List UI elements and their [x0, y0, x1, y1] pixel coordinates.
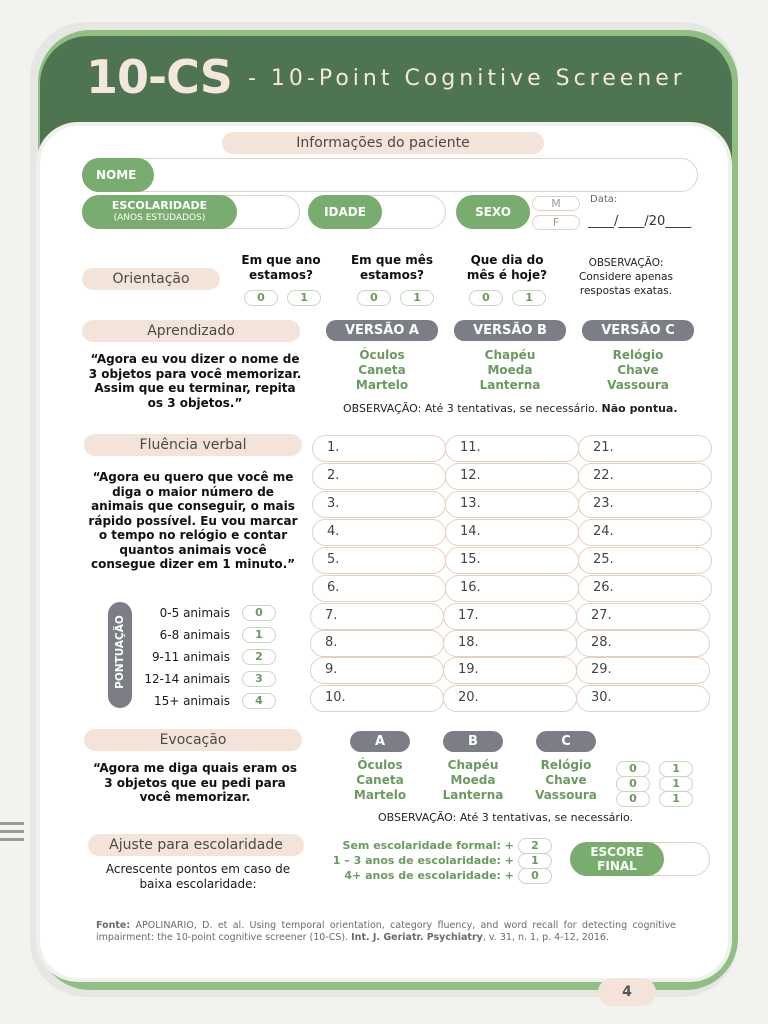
learning-note-bold: Não pontua.	[601, 402, 678, 415]
range-label: 9-11 animais	[152, 650, 230, 664]
animal-field[interactable]: 17.	[443, 603, 577, 630]
score-0-box[interactable]: 0	[616, 776, 650, 792]
range-label: 6-8 animais	[159, 628, 230, 642]
source-prefix: Fonte:	[96, 920, 131, 931]
word: Relógio	[612, 348, 664, 362]
animal-field[interactable]: 6.	[312, 575, 446, 602]
orientation-note: OBSERVAÇÃO: Considere apenas respostas exatas.	[579, 257, 673, 297]
animal-field[interactable]: 11.	[445, 435, 579, 462]
score-1-box[interactable]: 1	[512, 290, 546, 306]
animal-field[interactable]: 24.	[578, 519, 712, 546]
animal-field[interactable]: 9.	[310, 657, 444, 684]
recall-scores	[616, 757, 693, 805]
page-number: 4	[598, 978, 656, 1006]
adjustment-row	[312, 853, 552, 868]
word: Caneta	[356, 773, 404, 787]
word: Moeda	[487, 363, 533, 377]
points-box[interactable]: 4	[242, 693, 276, 709]
section-patient-info: Informações do paciente	[222, 132, 544, 154]
fluency-score-label: PONTUAÇÃO	[114, 615, 126, 689]
word: Caneta	[358, 363, 406, 377]
animal-field[interactable]: 3.	[312, 491, 446, 518]
adjustment-text: Acrescente pontos em caso de baixa escolaridade:	[105, 862, 291, 891]
word: Óculos	[357, 758, 403, 772]
points-box[interactable]: 1	[242, 627, 276, 643]
title: 10-CS	[86, 50, 232, 104]
fluency-score-row	[138, 602, 278, 624]
points-box[interactable]: 2	[518, 838, 552, 854]
points-box[interactable]: 0	[242, 605, 276, 621]
menu-icon	[0, 822, 24, 844]
word: Chapéu	[447, 758, 499, 772]
sex-label: SEXO	[456, 195, 530, 229]
recall-a-badge: A	[350, 731, 410, 752]
points-box[interactable]: 1	[518, 853, 552, 869]
animal-field[interactable]: 14.	[445, 519, 579, 546]
animal-field[interactable]: 1.	[312, 435, 446, 462]
range-label: 15+ animais	[153, 694, 230, 708]
question-day: Que dia do mês é hoje?	[466, 253, 548, 282]
animal-field[interactable]: 16.	[445, 575, 579, 602]
word: Relógio	[540, 758, 592, 772]
recall-c-words	[516, 758, 616, 803]
animal-field[interactable]: 18.	[443, 630, 577, 657]
age-label: IDADE	[308, 195, 382, 229]
score-1-box[interactable]: 1	[287, 290, 321, 306]
word: Lanterna	[479, 378, 541, 392]
animal-field[interactable]: 28.	[576, 630, 710, 657]
fluency-score-row	[138, 690, 278, 712]
date-label: Data:	[590, 194, 618, 205]
adjustment-label: 1 – 3 anos de escolaridade: +	[332, 854, 514, 867]
animal-field[interactable]: 19.	[443, 657, 577, 684]
fluency-score-tab	[108, 602, 132, 708]
word: Martelo	[355, 378, 409, 392]
score-0-box[interactable]: 0	[616, 791, 650, 807]
date-field[interactable]: ____/____/20____	[588, 214, 692, 229]
animal-field[interactable]: 29.	[576, 657, 710, 684]
version-a-badge: VERSÃO A	[326, 320, 438, 341]
animal-field[interactable]: 23.	[578, 491, 712, 518]
schooling-label-text: ESCOLARIDADE	[111, 199, 208, 212]
score-0-box[interactable]: 0	[357, 290, 391, 306]
score-0-box[interactable]: 0	[244, 290, 278, 306]
schooling-label-sub: (ANOS ESTUDADOS)	[113, 213, 206, 223]
recall-a-words	[330, 758, 430, 803]
final-score-label	[570, 842, 664, 876]
word: Óculos	[359, 348, 405, 362]
recall-instruction: “Agora me diga quais eram os 3 objetos que eu pedi para você memorizar.	[93, 761, 297, 804]
fluency-score-row	[138, 646, 278, 668]
animal-field[interactable]: 12.	[445, 463, 579, 490]
adjustment-row	[312, 838, 552, 853]
recall-b-badge: B	[443, 731, 503, 752]
final-score-line2: FINAL	[597, 859, 637, 873]
animal-field[interactable]: 22.	[578, 463, 712, 490]
range-label: 0-5 animais	[159, 606, 230, 620]
animal-field[interactable]: 8.	[310, 630, 444, 657]
name-field[interactable]	[82, 158, 698, 192]
score-0-box[interactable]: 0	[616, 761, 650, 777]
source-tail: , v. 31, n. 1, p. 4-12, 2016.	[482, 932, 609, 943]
section-orientation: Orientação	[82, 268, 220, 290]
animal-field[interactable]: 10.	[310, 685, 444, 712]
word: Vassoura	[607, 378, 669, 392]
animal-field[interactable]: 20.	[443, 685, 577, 712]
score-1-box[interactable]: 1	[659, 791, 693, 807]
version-c-words	[582, 348, 694, 393]
points-box[interactable]: 3	[242, 671, 276, 687]
animal-field[interactable]: 21.	[578, 435, 712, 462]
orientation-day-scores	[469, 286, 546, 306]
learning-note	[343, 402, 693, 415]
animal-field[interactable]: 4.	[312, 519, 446, 546]
adjustment-label: Sem escolaridade formal: +	[342, 839, 514, 852]
fluency-score-table	[138, 602, 278, 712]
word: Vassoura	[535, 788, 597, 802]
version-b-words	[454, 348, 566, 393]
range-label: 12-14 animais	[144, 672, 230, 686]
question-month: Em que mês estamos?	[350, 253, 434, 282]
word: Martelo	[353, 788, 407, 802]
source-citation	[96, 920, 676, 944]
orientation-month-scores	[357, 286, 434, 306]
animal-field[interactable]: 30.	[576, 685, 710, 712]
word: Lanterna	[442, 788, 504, 802]
animal-field[interactable]: 7.	[310, 603, 444, 630]
source-journal: Int. J. Geriatr. Psychiatry	[351, 932, 483, 943]
orientation-year-scores	[244, 286, 321, 306]
score-0-box[interactable]: 0	[469, 290, 503, 306]
recall-b-words	[423, 758, 523, 803]
points-box[interactable]: 0	[518, 868, 552, 884]
recall-c-badge: C	[536, 731, 596, 752]
fluency-instruction: “Agora eu quero que você me diga o maior número de animais que conseguir, o mais rápido possível. Eu vou marcar o tempo no relógio e contar quantos animais você consegue dizer em 1 minuto.”	[88, 470, 298, 571]
adjustment-label: 4+ anos de escolaridade: +	[344, 869, 514, 882]
final-score-line1: ESCORE	[590, 845, 644, 859]
version-a-words	[326, 348, 438, 393]
learning-instruction: “Agora eu vou dizer o nome de 3 objetos para você memorizar. Assim que eu terminar, repita os 3 objetos.”	[88, 352, 302, 410]
learning-note-text: OBSERVAÇÃO: Até 3 tentativas, se necessário.	[343, 402, 599, 415]
sex-f-option[interactable]: F	[532, 215, 580, 230]
word: Chave	[545, 773, 587, 787]
version-c-badge: VERSÃO C	[582, 320, 694, 341]
fluency-score-row	[138, 668, 278, 690]
word: Moeda	[450, 773, 496, 787]
points-box[interactable]: 2	[242, 649, 276, 665]
schooling-label	[82, 195, 237, 229]
subtitle: - 10-Point Cognitive Screener	[248, 66, 686, 91]
source-text: APOLINARIO, D. et al. Using temporal orientation, category fluency, and word recall for detecting cognitive impairment: the 10-point cognitive screener (10-CS).	[96, 920, 676, 943]
section-learning: Aprendizado	[82, 320, 300, 342]
score-1-box[interactable]: 1	[659, 776, 693, 792]
score-1-box[interactable]: 1	[400, 290, 434, 306]
animal-field[interactable]: 2.	[312, 463, 446, 490]
word: Chapéu	[484, 348, 536, 362]
section-recall: Evocação	[84, 729, 302, 751]
score-1-box[interactable]: 1	[659, 761, 693, 777]
section-fluency: Fluência verbal	[84, 434, 302, 456]
name-label: NOME	[82, 158, 154, 192]
word: Chave	[617, 363, 659, 377]
adjustment-table	[312, 838, 552, 883]
adjustment-row	[312, 868, 552, 883]
animal-field[interactable]: 27.	[576, 603, 710, 630]
animal-field[interactable]: 25.	[578, 547, 712, 574]
section-adjustment: Ajuste para escolaridade	[88, 834, 304, 856]
version-b-badge: VERSÃO B	[454, 320, 566, 341]
animal-field[interactable]: 26.	[578, 575, 712, 602]
animal-field[interactable]: 13.	[445, 491, 579, 518]
animal-field[interactable]: 15.	[445, 547, 579, 574]
question-year: Em que ano estamos?	[241, 253, 321, 282]
fluency-score-row	[138, 624, 278, 646]
recall-note: OBSERVAÇÃO: Até 3 tentativas, se necessário.	[378, 811, 634, 824]
sex-m-option[interactable]: M	[532, 196, 580, 211]
animal-field[interactable]: 5.	[312, 547, 446, 574]
